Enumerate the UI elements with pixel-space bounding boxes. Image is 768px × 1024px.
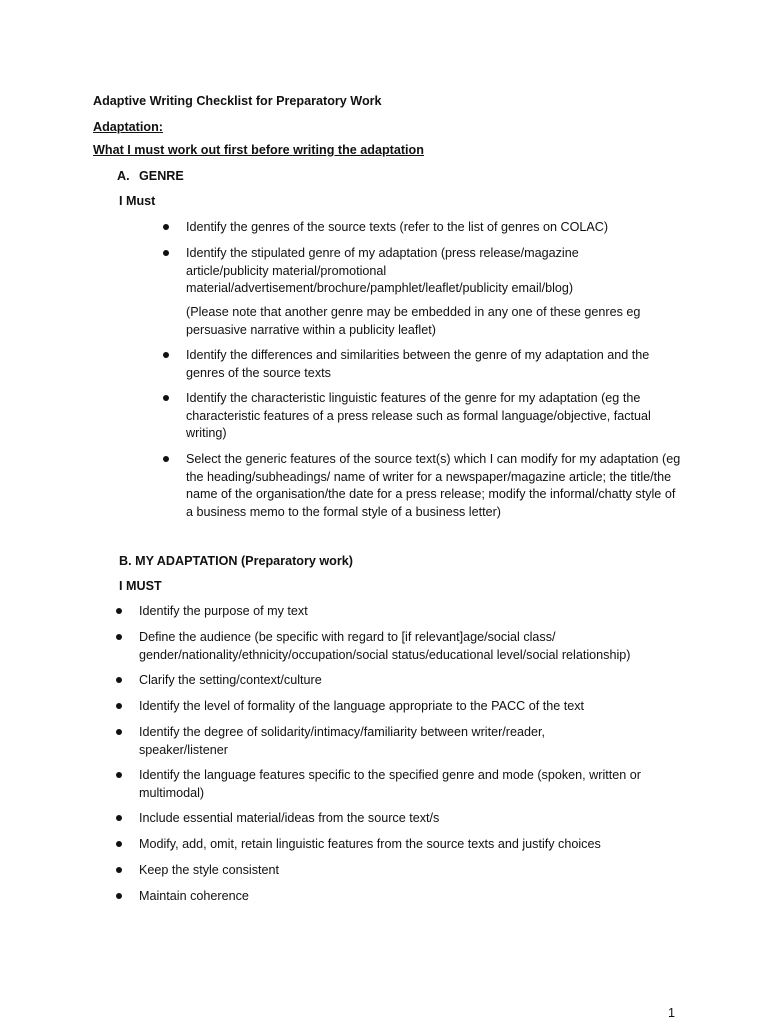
section-b-lead: I MUST bbox=[119, 579, 162, 593]
bullet-icon bbox=[116, 893, 122, 899]
section-b-heading: B. MY ADAPTATION (Preparatory work) bbox=[119, 554, 353, 568]
bullet-icon bbox=[116, 703, 122, 709]
list-item-text: Identify the degree of solidarity/intimacy/familiarity between writer/reader, speaker/listener bbox=[139, 725, 545, 757]
list-item-text: Modify, add, omit, retain linguistic features from the source texts and justify choices bbox=[139, 837, 601, 851]
bullet-icon bbox=[116, 772, 122, 778]
list-item-text: Identify the differences and similarities between the genre of my adaptation and the genres of the source texts bbox=[186, 348, 650, 380]
adaptation-heading: Adaptation: bbox=[93, 120, 163, 134]
bullet-icon bbox=[116, 634, 122, 640]
list-item-text: Identify the genres of the source texts (refer to the list of genres on COLAC) bbox=[186, 220, 609, 234]
genre-note: (Please note that another genre may be embedded in any one of these genres eg persuasive narrative within a publicity leaflet) bbox=[186, 305, 641, 337]
bullet-icon bbox=[163, 250, 169, 256]
list-item-text: Identify the stipulated genre of my adaptation (press release/magazine article/publicity material/promotional material/advertisement/brochure/pamphlet/leaflet/publicity email/blog) bbox=[186, 246, 579, 295]
list-item-text: Identify the level of formality of the language appropriate to the PACC of the text bbox=[139, 699, 585, 713]
list-item-text: Keep the style consistent bbox=[139, 863, 280, 877]
bullet-icon bbox=[163, 352, 169, 358]
list-item-text: Clarify the setting/context/culture bbox=[139, 673, 322, 687]
bullet-icon bbox=[116, 729, 122, 735]
document-title: Adaptive Writing Checklist for Preparatory Work bbox=[93, 94, 382, 108]
bullet-icon bbox=[163, 456, 169, 462]
bullet-icon bbox=[116, 867, 122, 873]
bullet-icon bbox=[116, 677, 122, 683]
list-item-text: Identify the characteristic linguistic features of the genre for my adaptation (eg the characteristic features of a press release such as formal language/objective, factual writing) bbox=[186, 391, 651, 440]
bullet-icon bbox=[116, 608, 122, 614]
bullet-icon bbox=[116, 841, 122, 847]
bullet-icon bbox=[116, 815, 122, 821]
work-out-first-subheading: What I must work out first before writing the adaptation bbox=[93, 143, 424, 157]
section-a-label: A. bbox=[117, 169, 130, 183]
list-item-text: Select the generic features of the source text(s) which I can modify for my adaptation (eg the heading/subheadings/ name of writer for a newspaper/magazine article; the title/the name of the organisation/the date for a press release; modify the informal/chatty style of a business memo to the formal style of a business letter) bbox=[186, 452, 681, 519]
list-item-text: Define the audience (be specific with regard to [if relevant]age/social class/ gender/nationality/ethnicity/occupation/social status/educational level/social relationship) bbox=[139, 630, 631, 662]
list-item-text: Include essential material/ideas from the source text/s bbox=[139, 811, 440, 825]
section-a-heading: GENRE bbox=[139, 169, 184, 183]
bullet-icon bbox=[163, 395, 169, 401]
list-item-text: Identify the language features specific to the specified genre and mode (spoken, written or multimodal) bbox=[139, 768, 641, 800]
list-item-text: Identify the purpose of my text bbox=[139, 604, 308, 618]
page-number: 1 bbox=[668, 1006, 676, 1020]
section-a-lead: I Must bbox=[119, 194, 156, 208]
bullet-icon bbox=[163, 224, 169, 230]
list-item-text: Maintain coherence bbox=[139, 889, 249, 903]
